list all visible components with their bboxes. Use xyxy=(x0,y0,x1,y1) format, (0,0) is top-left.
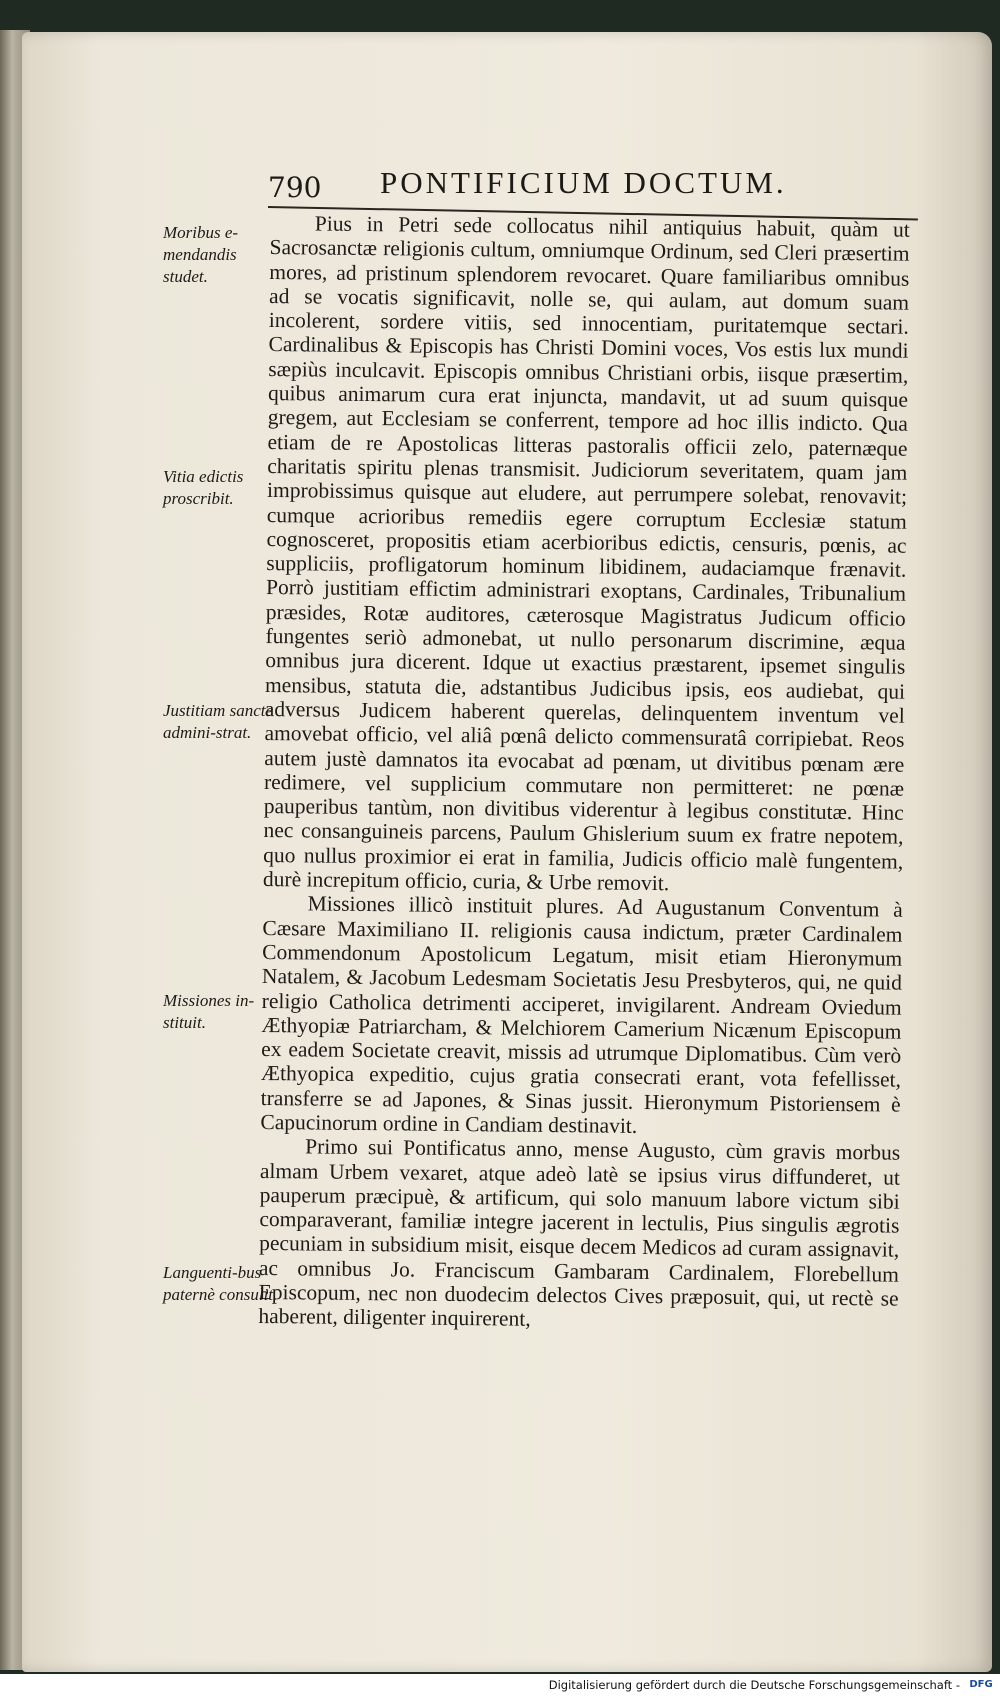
margin-note-2: Vitia edictis proscribit. xyxy=(163,467,244,508)
margin-note-4: Missiones in-stituit. xyxy=(163,991,255,1032)
page-header xyxy=(268,165,848,205)
digitization-footer xyxy=(0,1674,1000,1698)
margin-note-3: Justitiam sancte admini-strat. xyxy=(163,701,274,742)
paragraph-3: Primo sui Pontificatus anno, mense Augusto, cùm gravis morbus almam Urbem vexaret, atque adeò latè se ipsius virus diffunderet, ut pauperum præcipuè, & artificum, qui solo manuum labore victum sibi comparaverant, familiæ integre jacerent in lectulis, Pius singulis ægrotis pecuniam in subsidium misit, eisque decem Medicos ad curam assignavit, ac omnibus Jo. Franciscum Gambaram Cardinalem, Florebellum Episcopum, nec non duodecim delectos Cives præposuit, qui, ut rectè se haberent, diligenter inquirerent, xyxy=(258,1134,901,1332)
paragraph-1: Pius in Petri sede collocatus nihil antiquius habuit, quàm ut Sacrosanctæ religionis cultum, omniumque Ordinum, sed Cleri præsertim mores, ad pristinum splendorem revocaret. Quare familiaribus omnibus ad se vocatis significavit, nolle se, qui aulam, aut domum suam incolerent, sordere vitiis, sed innocentiam, puritatemque sectari. Cardinalibus & Episcopis has Christi Domini voces, Vos estis lux mundi sæpiùs inculcavit. Episcopis omnibus Christiani orbis, iisque præsertim, quibus animarum cura erat injuncta, mandavit, ut ad suum quisque gregem, aut Ecclesiam se conferrent, tempore ad hoc illis indicto. Qua etiam de re Apostolicas litteras pastoralis officii zelo, paternæque charitatis spiritu plenas transmisit. Judiciorum severitatem, quam jam improbissimus quisque aut eludere, aut perrumpere solebat, renovavit; cumque acrioribus remediis egere corruptum Ecclesiæ statum cognosceret, propositis etiam acerbioribus edictis, censuris, pœnis, ac suppliciis, profligatorum hominum libidinem, audaciamque frænavit. Porrò justitiam effictim administrari exoptans, Cardinales, Tribunalium præsides, Rotæ auditores, cæterosque Magistratus Judicum officio fungentes seriò admonebat, ut nullo personarum discrimine, æqua omnibus jura dicerent. Idque ut exactius præstarent, ipsemet singulis mensibus, statuta die, adstantibus Judicibus ipsis, eos audiebat, qui adversus Judicem haberent querelas, delinquentem inventum vel amovebat officio, vel aliâ pœnâ delicto commensuratâ corripiebat. Reos autem justè damnatos ita evocabat ad pœnam, ut divitibus pœnam ære redimere, vel supplicium commutare non permitteret: ne pœnæ pauperibus tantùm, non divitibus viderentur à legibus constitutæ. Hinc nec consanguineis parcens, Paulum Ghislerium suum ex fratre nepotem, quo nullus proximior ei erat in familia, Judicis officio malè fungentem, durè increpitum officio, curia, & Urbe removit. xyxy=(262,211,910,896)
dfg-logo: DFG xyxy=(969,1679,993,1690)
page-number: 790 xyxy=(268,171,322,204)
margin-note-5: Languenti-bus paternè consulit. xyxy=(163,1263,278,1304)
margin-note-1: Moribus e-mendandis studet. xyxy=(163,223,239,286)
footer-credit: Digitalisierung gefördert durch die Deutsche Forschungsgemeinschaft - xyxy=(548,1678,960,1692)
body-text xyxy=(258,211,910,1335)
running-title: PONTIFICIUM DOCTUM. xyxy=(380,165,787,200)
paragraph-2: Missiones illicò instituit plures. Ad Augustanum Conventum à Cæsare Maximiliano II. religionis causa indictum, præter Cardinalem Commendonum Apostolicum Legatum, misit etiam Hieronymum Natalem, & Jacobum Ledesmam Societatis Jesu Presbyteros, qui, ne quid religio Catholica detrimenti acciperet, invigilarent. Andream Oviedum Æthyopiæ Patriarcham, & Melchiorem Camerium Nicænum Episcopum ex eadem Societate creavit, missis ad utrumque Diplomatibus. Cùm verò Æthyopica expeditio, cujus gratia consecrati erant, vota fefellisset, transferre se ad Japones, & Sinas jussit. Hieronymum Pistoriensem è Capucinorum ordine in Candiam destinavit. xyxy=(260,891,903,1138)
